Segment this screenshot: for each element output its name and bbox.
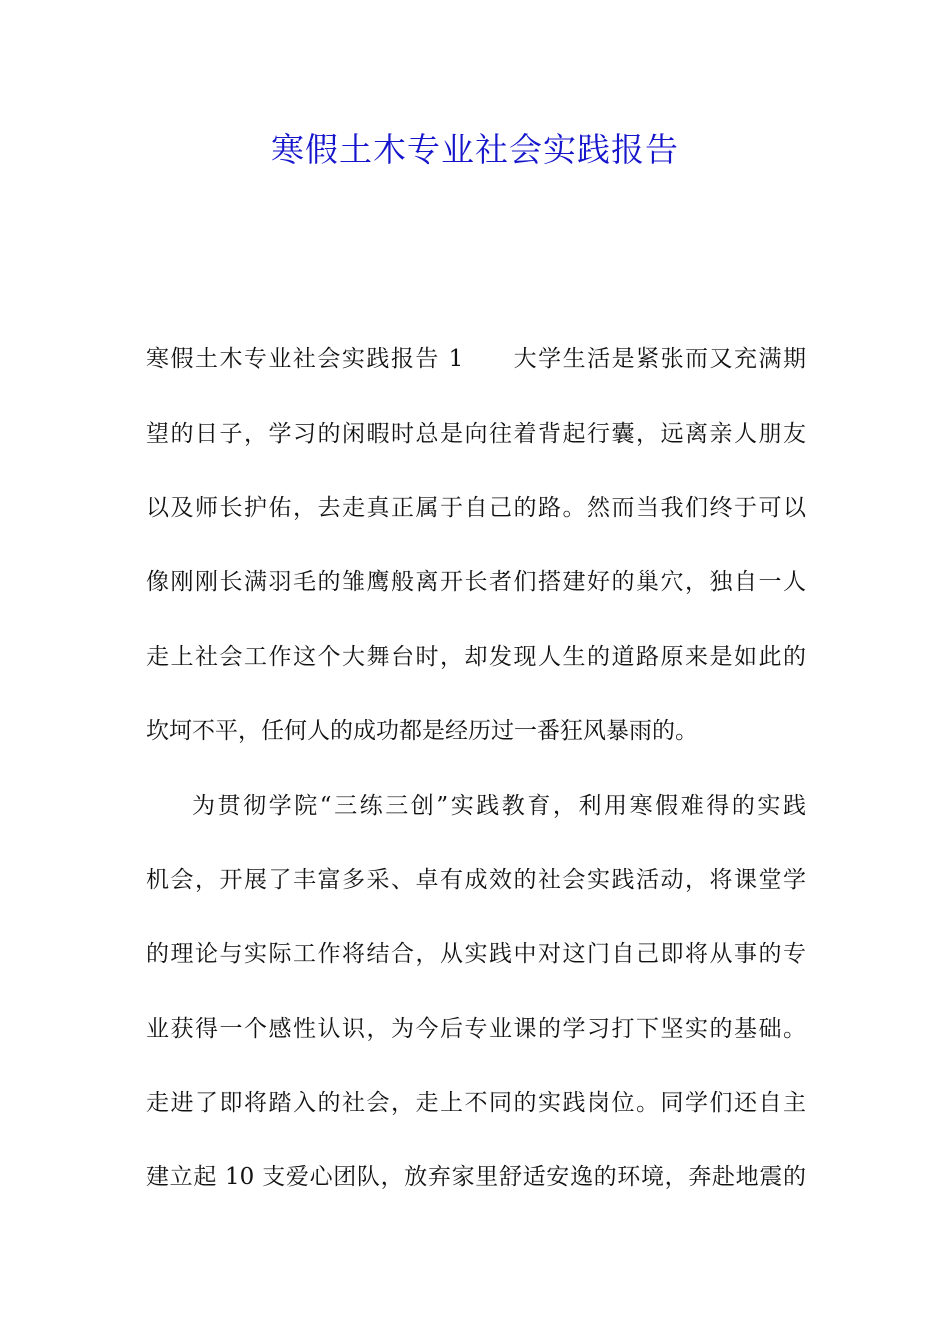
body-line-7: 为贯彻学院“三练三创”实践教育，利用寒假难得的实践 [192,793,806,819]
body-line-1: 寒假土木专业社会实践报告 1 大学生活是紧张而又充满期 [146,346,806,372]
body-line-6: 坎坷不平，任何人的成功都是经历过一番狂风暴雨的。 [146,718,698,744]
body-line-3: 以及师长护佑，去走真正属于自己的路。然而当我们终于可以 [146,495,806,521]
body-line-12: 建立起 10 支爱心团队，放弃家里舒适安逸的环境，奔赴地震的 [146,1164,806,1190]
body-line-2: 望的日子，学习的闲暇时总是向往着背起行囊，远离亲人朋友 [146,421,806,447]
body-line-5: 走上社会工作这个大舞台时，却发现人生的道路原来是如此的 [146,644,806,670]
body-line-10: 业获得一个感性认识，为今后专业课的学习打下坚实的基础。 [146,1016,806,1042]
body-line-4: 像刚刚长满羽毛的雏鹰般离开长者们搭建好的巢穴，独自一人 [146,569,806,595]
body-line-8: 机会，开展了丰富多采、卓有成效的社会实践活动，将课堂学 [146,867,806,893]
body-line-9: 的理论与实际工作将结合，从实践中对这门自己即将从事的专 [146,941,806,967]
body-line-11: 走进了即将踏入的社会，走上不同的实践岗位。同学们还自主 [146,1090,806,1116]
document-title: 寒假土木专业社会实践报告 [271,130,679,169]
